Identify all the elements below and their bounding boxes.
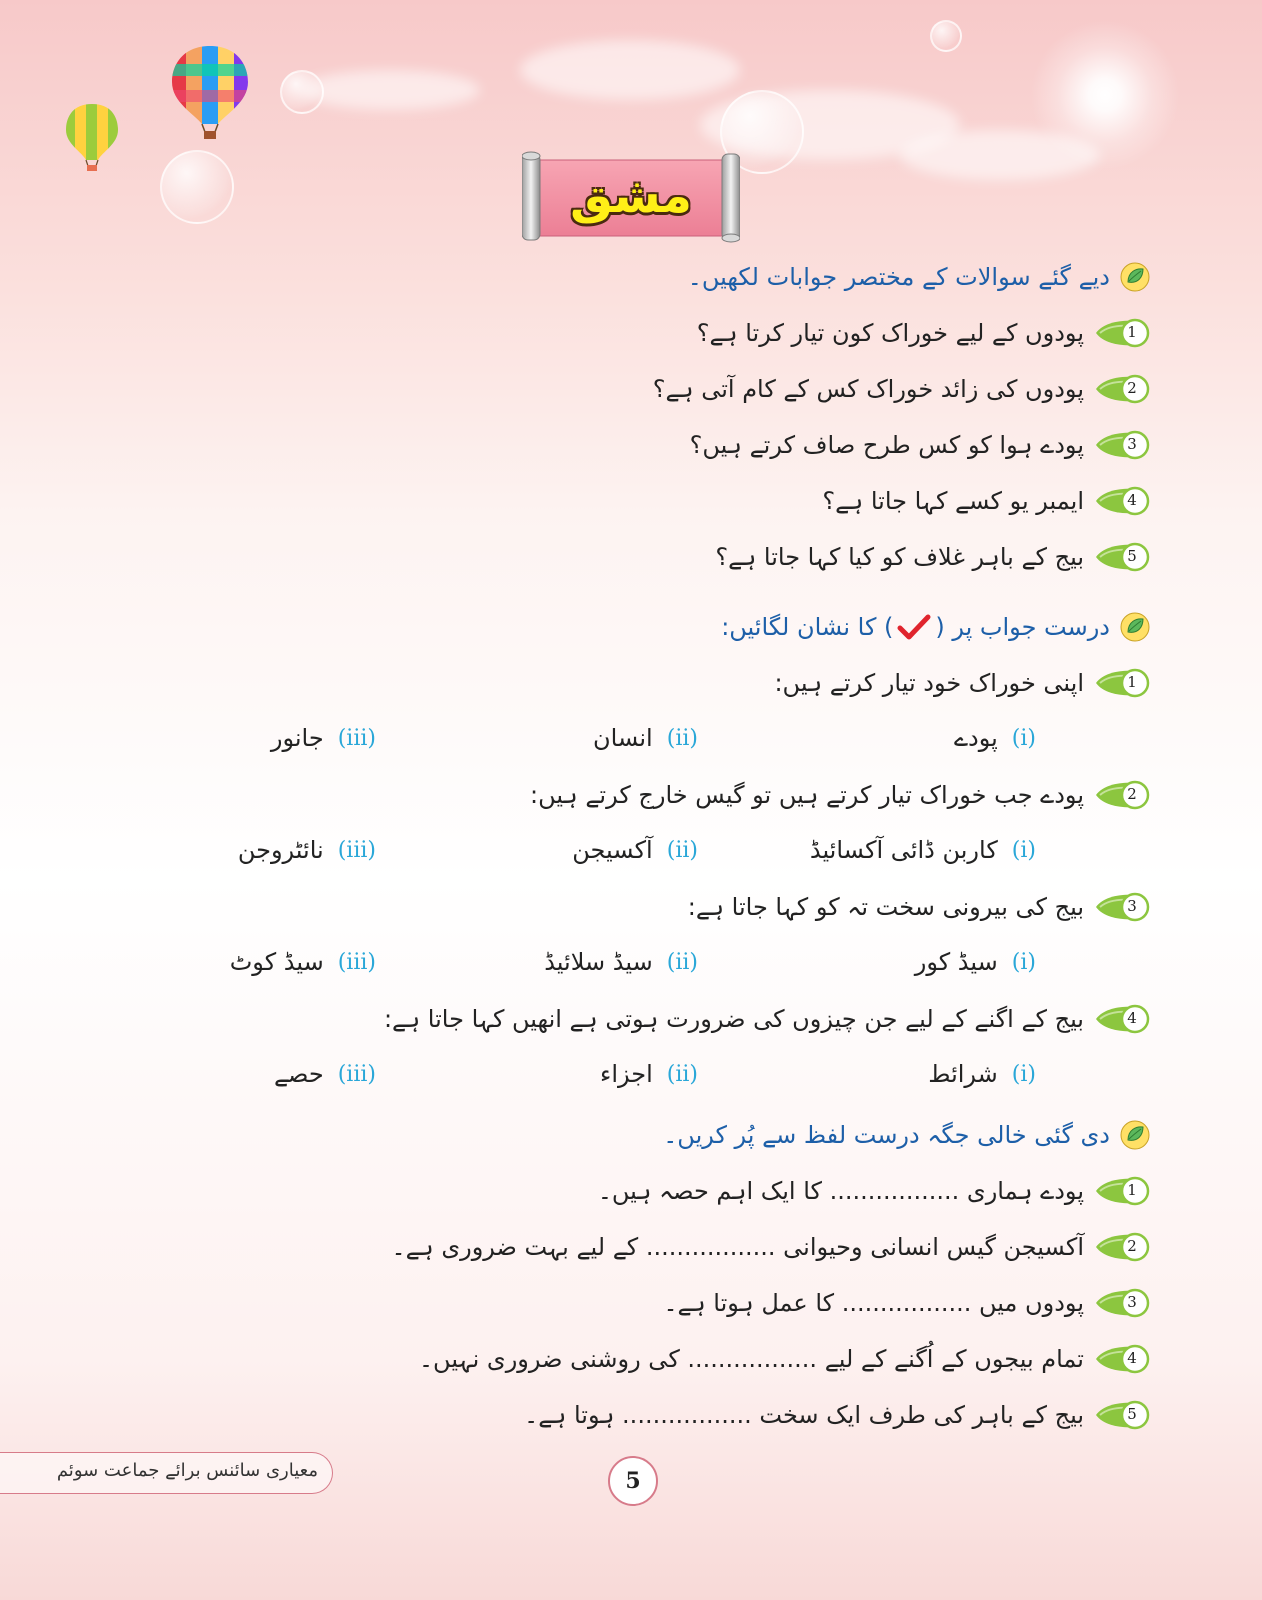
list-item (822, 486, 1150, 516)
leaf-icon (1120, 612, 1150, 642)
section-heading-text: ) کا نشان لگائیں: (721, 613, 894, 641)
option-iii: (iii) حصے (273, 1060, 376, 1088)
option-ii: (ii) انسان (593, 724, 698, 752)
number-badge: 5 (1094, 1400, 1150, 1430)
footer-book-title (0, 1452, 333, 1494)
option-iii: (iii) نائٹروجن (237, 836, 376, 864)
question-text: بیج کے باہر کی طرف ایک سخت ................. ہوتا ہے۔ (524, 1401, 1084, 1429)
question-text: پودے جب خوراک تیار کرتے ہیں تو گیس خارج کرتے ہیں: (530, 781, 1084, 809)
question-text: اپنی خوراک خود تیار کرتے ہیں: (774, 669, 1084, 697)
number-badge: 1 (1094, 1176, 1150, 1206)
list-item (598, 1176, 1150, 1206)
number-badge: 5 (1094, 542, 1150, 572)
leaf-icon (1120, 262, 1150, 292)
option-iii: (iii) سیڈ کوٹ (229, 948, 376, 976)
number-badge: 3 (1094, 1288, 1150, 1318)
section-heading-text: درست جواب پر ( (935, 613, 1110, 641)
number-badge: 2 (1094, 1232, 1150, 1262)
list-item (419, 1344, 1150, 1374)
question-text: پودوں میں ................. کا عمل ہوتا ہے۔ (663, 1289, 1084, 1317)
list-item (392, 1232, 1150, 1262)
leaf-icon (1120, 1120, 1150, 1150)
number-badge: 4 (1094, 1004, 1150, 1034)
page-number: 5 (608, 1456, 658, 1506)
list-item (653, 374, 1150, 404)
section-heading-text: دیے گئے سوالات کے مختصر جوابات لکھیں۔ (687, 263, 1110, 291)
question-text: بیج کے اگنے کے لیے جن چیزوں کی ضرورت ہوتی ہے انھیں کہا جاتا ہے: (383, 1005, 1084, 1033)
number-badge: 3 (1094, 892, 1150, 922)
number-badge: 1 (1094, 318, 1150, 348)
question-text: پودوں کی زائد خوراک کس کے کام آتی ہے؟ (652, 375, 1084, 403)
question-text: آکسیجن گیس انسانی وحیوانی ................. کے لیے بہت ضروری ہے۔ (391, 1233, 1084, 1261)
list-item (524, 1400, 1150, 1430)
question-text: پودے ہماری ................. کا ایک اہم حصہ ہیں۔ (597, 1177, 1084, 1205)
list-item (715, 542, 1150, 572)
section-heading-short-answers (688, 262, 1150, 292)
section-heading-multiple-choice (721, 612, 1150, 642)
section-heading-fill-in-blanks (663, 1120, 1150, 1150)
number-badge: 2 (1094, 374, 1150, 404)
option-ii: (ii) آکسیجن (572, 836, 698, 864)
list-item (663, 1288, 1150, 1318)
question-text: بیج کی بیرونی سخت تہ کو کہا جاتا ہے: (687, 893, 1084, 921)
option-i: (i) شرائط (928, 1060, 1036, 1088)
list-item (688, 892, 1150, 922)
book-title: معیاری سائنس برائے جماعت سوئم (56, 1460, 318, 1481)
list-item (697, 318, 1150, 348)
question-text: پودوں کے لیے خوراک کون تیار کرتا ہے؟ (696, 319, 1084, 347)
question-text: تمام بیجوں کے اُگنے کے لیے ................. کی روشنی ضروری نہیں۔ (418, 1345, 1084, 1373)
checkmark-icon (897, 613, 931, 641)
question-text: بیج کے باہر غلاف کو کیا کہا جاتا ہے؟ (715, 543, 1084, 571)
list-item (384, 1004, 1150, 1034)
option-ii: (ii) سیڈ سلائیڈ (544, 948, 698, 976)
option-i: (i) سیڈ کور (914, 948, 1036, 976)
option-ii: (ii) اجزاء (600, 1060, 698, 1088)
section-heading-text: دی گئی خالی جگہ درست لفظ سے پُر کریں۔ (663, 1121, 1110, 1149)
list-item (690, 430, 1150, 460)
number-badge: 3 (1094, 430, 1150, 460)
number-badge: 2 (1094, 780, 1150, 810)
page-title: مشق (570, 168, 692, 224)
question-text: پودے ہوا کو کس طرح صاف کرتے ہیں؟ (689, 431, 1084, 459)
option-iii: (iii) جانور (270, 724, 376, 752)
option-i: (i) پودے (953, 724, 1036, 752)
number-badge: 1 (1094, 668, 1150, 698)
number-badge: 4 (1094, 1344, 1150, 1374)
number-badge: 4 (1094, 486, 1150, 516)
list-item (774, 668, 1150, 698)
question-text: ایمبر یو کسے کہا جاتا ہے؟ (822, 487, 1084, 515)
list-item (530, 780, 1150, 810)
option-i: (i) کاربن ڈائی آکسائیڈ (809, 836, 1036, 864)
